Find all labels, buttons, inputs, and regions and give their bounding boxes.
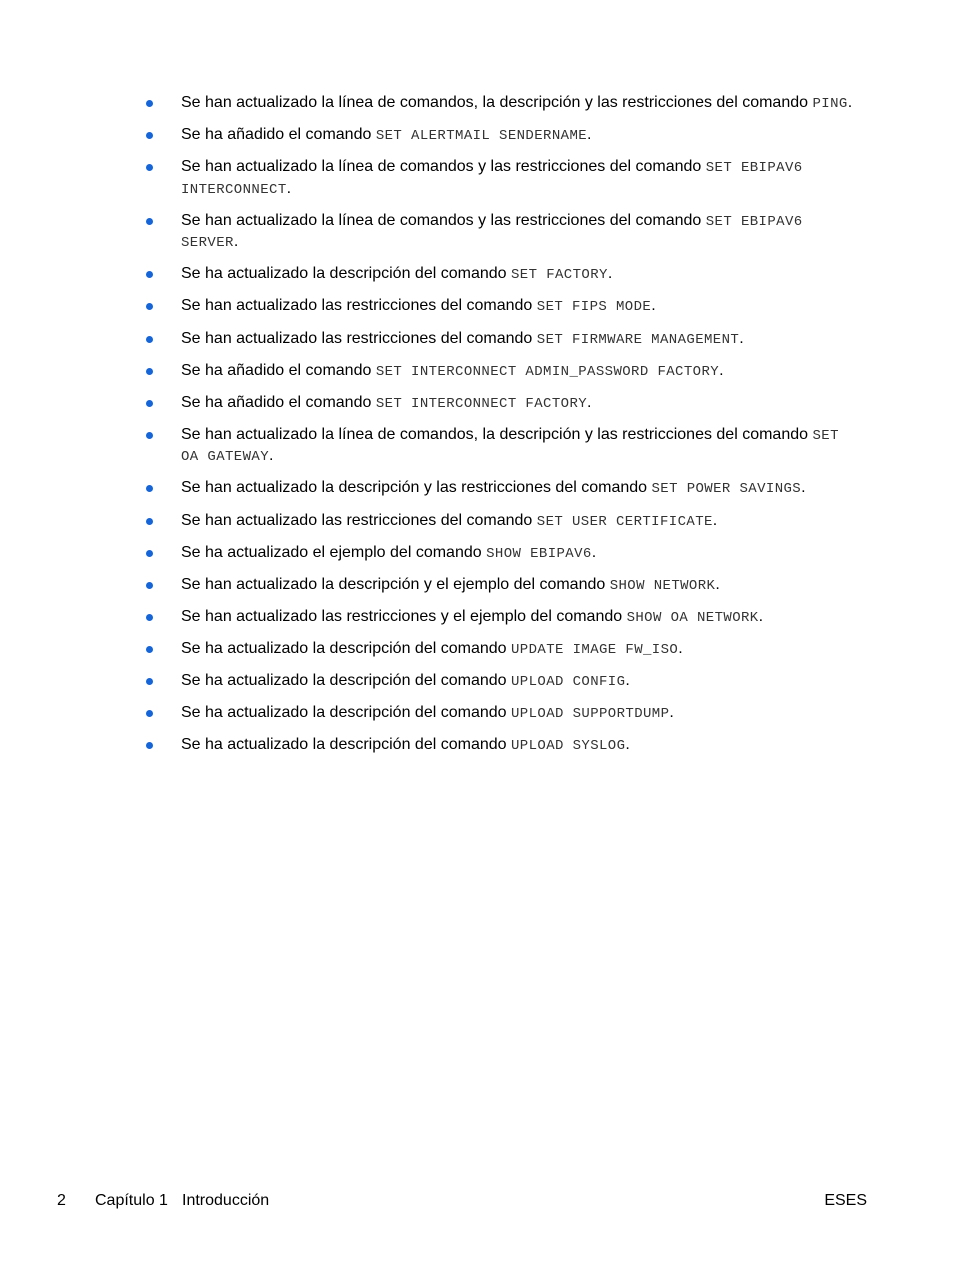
item-punctuation: .	[233, 233, 239, 251]
bullet-icon	[146, 100, 153, 107]
item-text: Se han actualizado la descripción y el ejemplo del comando	[181, 575, 610, 593]
item-punctuation: .	[678, 639, 683, 657]
bullet-icon	[146, 432, 153, 439]
bullet-icon	[146, 678, 153, 685]
chapter-label: Capítulo 1	[95, 1192, 168, 1209]
list-item	[0, 425, 954, 468]
bullet-icon	[146, 336, 153, 343]
chapter-title: Introducción	[182, 1192, 270, 1209]
item-punctuation: .	[269, 447, 274, 465]
item-text: Se ha añadido el comando	[181, 361, 376, 379]
locale-code: ESES	[824, 1192, 867, 1209]
list-item	[0, 703, 954, 725]
list-item	[0, 296, 954, 318]
command-name: UPLOAD SUPPORTDUMP	[510, 706, 670, 723]
item-punctuation: .	[587, 393, 592, 411]
item-punctuation: .	[719, 361, 724, 379]
item-punctuation: .	[847, 94, 853, 111]
command-name: UPDATE IMAGE FW_ISO	[510, 641, 679, 658]
item-text: Se ha actualizado la descripción del comando	[181, 672, 511, 689]
item-punctuation: .	[758, 607, 764, 625]
command-name: SET INTERCONNECT ADMIN_PASSWORD FACTORY	[375, 363, 720, 380]
command-name: UPLOAD SYSLOG	[510, 738, 626, 755]
command-name: SHOW NETWORK	[609, 577, 716, 594]
item-punctuation: .	[587, 126, 592, 144]
item-punctuation: .	[591, 543, 597, 561]
item-text: Se ha actualizado la descripción del comando	[181, 736, 511, 754]
command-name: SET OA GATEWAY	[181, 427, 839, 466]
item-text: Se ha añadido el comando	[181, 126, 376, 144]
item-punctuation: .	[801, 479, 806, 497]
bullet-icon	[146, 550, 153, 557]
list-item	[0, 393, 954, 415]
bullet-icon	[146, 400, 153, 407]
bullet-icon	[146, 368, 153, 375]
item-text: Se han actualizado la línea de comandos, la descripción y las restricciones del comando	[181, 425, 813, 443]
item-text: Se han actualizado las restricciones del comando	[181, 297, 537, 315]
bullet-icon	[146, 742, 153, 749]
bullet-icon	[146, 164, 153, 171]
command-name: PING	[812, 96, 848, 112]
list-item	[0, 329, 954, 351]
item-punctuation: .	[715, 575, 720, 593]
page-number: 2	[57, 1192, 66, 1209]
item-punctuation: .	[625, 736, 630, 754]
command-name: UPLOAD CONFIG	[510, 674, 626, 690]
command-name: SET INTERCONNECT FACTORY	[375, 395, 588, 412]
item-text: Se han actualizado las restricciones y el ejemplo del comando	[181, 607, 627, 625]
command-name: SET USER CERTIFICATE	[536, 513, 713, 530]
list-item	[0, 575, 954, 597]
list-item	[0, 543, 954, 565]
item-text: Se han actualizado la línea de comandos, la descripción y las restricciones del comando	[181, 94, 813, 111]
item-punctuation: .	[669, 704, 674, 722]
command-name: SET EBIPAV6 SERVER	[181, 213, 803, 252]
list-item	[0, 264, 954, 286]
command-name: SET FIRMWARE MANAGEMENT	[536, 331, 740, 348]
list-item	[0, 639, 954, 661]
item-punctuation: .	[651, 297, 656, 315]
bullet-icon	[146, 485, 153, 492]
item-text: Se ha actualizado el ejemplo del comando	[181, 543, 487, 561]
bullet-icon	[146, 710, 153, 717]
list-item	[0, 478, 954, 500]
list-item	[0, 511, 954, 533]
list-item	[0, 125, 954, 147]
item-text: Se han actualizado las restricciones del comando	[181, 511, 537, 529]
item-text: Se han actualizado la descripción y las restricciones del comando	[181, 479, 652, 497]
bullet-icon	[146, 518, 153, 525]
bullet-icon	[146, 218, 153, 225]
item-text: Se ha actualizado la descripción del comando	[181, 704, 511, 722]
item-text: Se han actualizado las restricciones del comando	[181, 329, 537, 347]
command-name: SET ALERTMAIL SENDERNAME	[375, 128, 588, 145]
bullet-icon	[146, 271, 153, 278]
command-name: SET FIPS MODE	[536, 299, 652, 316]
item-text: Se han actualizado la línea de comandos y las restricciones del comando	[181, 158, 706, 176]
command-name: SHOW EBIPAV6	[486, 545, 592, 562]
page-content	[0, 93, 954, 767]
command-name: SET EBIPAV6 INTERCONNECT	[181, 160, 803, 198]
list-item	[0, 93, 954, 115]
item-text: Se han actualizado la línea de comandos y las restricciones del comando	[181, 211, 706, 229]
list-item	[0, 157, 954, 200]
item-text: Se ha actualizado la descripción del comando	[181, 265, 511, 283]
bullet-icon	[146, 303, 153, 310]
item-punctuation: .	[712, 511, 718, 529]
item-punctuation: .	[607, 265, 613, 283]
bullet-icon	[146, 614, 153, 621]
item-punctuation: .	[286, 179, 292, 197]
item-punctuation: .	[739, 329, 744, 347]
command-name: SHOW OA NETWORK	[626, 609, 759, 626]
bullet-icon	[146, 132, 153, 139]
list-item	[0, 211, 954, 254]
bullet-icon	[146, 646, 153, 653]
item-text: Se ha actualizado la descripción del comando	[181, 639, 511, 657]
list-item	[0, 607, 954, 629]
command-name: SET FACTORY	[510, 267, 608, 284]
list-item	[0, 735, 954, 757]
command-name: SET POWER SAVINGS	[651, 481, 802, 498]
list-item	[0, 361, 954, 383]
change-list	[0, 93, 954, 757]
item-text: Se ha añadido el comando	[181, 393, 376, 411]
bullet-icon	[146, 582, 153, 589]
list-item	[0, 671, 954, 693]
item-punctuation: .	[625, 672, 630, 689]
